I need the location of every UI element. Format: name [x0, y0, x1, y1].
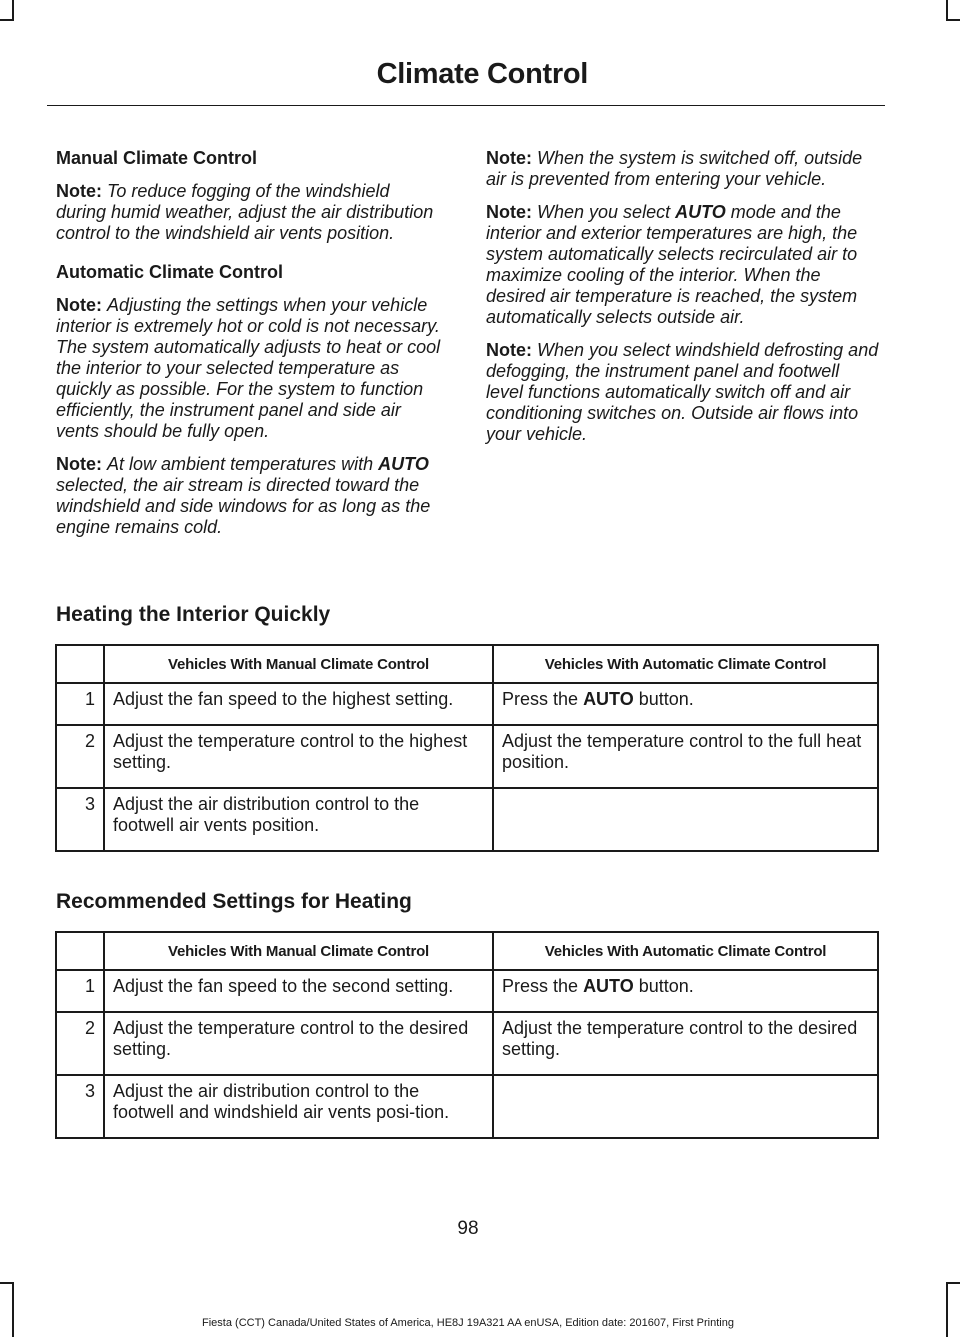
- auto-column-header: Vehicles With Automatic Climate Control: [493, 932, 878, 970]
- crop-mark: [12, 0, 14, 20]
- right-column: [486, 148, 880, 457]
- crop-mark: [0, 1282, 14, 1284]
- note-label: Note:: [486, 340, 532, 360]
- table-row: [56, 788, 878, 851]
- note-text: selected, the air stream is directed toward the windshield and side windows for as long as the engine remains cold.: [56, 475, 431, 537]
- note-text: When you select: [537, 202, 671, 222]
- step-number: 1: [56, 970, 104, 1012]
- step-number: 2: [56, 1012, 104, 1075]
- manual-note: [56, 181, 442, 244]
- table-row: [56, 725, 878, 788]
- left-column: [56, 148, 442, 550]
- step-number-header: [56, 645, 104, 683]
- auto-step: [493, 970, 878, 1012]
- step-number: 3: [56, 1075, 104, 1138]
- table-header-row: [56, 932, 878, 970]
- page-title: Climate Control: [376, 58, 588, 90]
- manual-climate-heading: Manual Climate Control: [56, 148, 258, 168]
- heating-quickly-heading: Heating the Interior Quickly: [56, 603, 331, 626]
- table-row: [56, 1075, 878, 1138]
- step-number: 1: [56, 683, 104, 725]
- note-label: Note:: [486, 202, 532, 222]
- note-text: At low ambient temperatures with: [107, 454, 374, 474]
- crop-mark: [0, 19, 14, 21]
- note-2: [486, 202, 880, 328]
- note-label: Note:: [56, 181, 102, 201]
- crop-mark: [946, 1282, 960, 1284]
- auto-keyword: AUTO: [378, 454, 429, 474]
- note-text: mode and the interior and exterior temperatures are high, the system automatically selects recirculated air to maximize cooling of the interior. When the desired air temperature is reached, the system automatically selects outside air.: [486, 202, 858, 327]
- heating-quickly-table: [55, 644, 879, 852]
- recommended-heating-heading: Recommended Settings for Heating: [56, 890, 412, 913]
- manual-step: Adjust the temperature control to the highest setting.: [104, 725, 493, 788]
- manual-step: Adjust the air distribution control to the footwell and windshield air vents posi-tion.: [104, 1075, 493, 1138]
- auto-step: [493, 683, 878, 725]
- note-1: [486, 148, 880, 190]
- table-row: [56, 1012, 878, 1075]
- step-text: Press the: [502, 976, 579, 996]
- note-3: [486, 340, 880, 445]
- crop-mark: [946, 1282, 948, 1337]
- note-text: Adjusting the settings when your vehicle interior is extremely hot or cold is not necessary. The system automatically adjusts to heat or cool the interior to your selected temperature as quickly as possible. For the system to function efficiently, the instrument panel and side air vents should be fully open.: [56, 295, 441, 441]
- manual-step: Adjust the air distribution control to the footwell air vents position.: [104, 788, 493, 851]
- step-number: 3: [56, 788, 104, 851]
- crop-mark: [946, 0, 948, 20]
- manual-step: Adjust the temperature control to the desired setting.: [104, 1012, 493, 1075]
- auto-step: Adjust the temperature control to the full heat position.: [493, 725, 878, 788]
- table-header-row: [56, 645, 878, 683]
- auto-climate-heading: Automatic Climate Control: [56, 262, 284, 282]
- auto-keyword: AUTO: [583, 976, 634, 996]
- auto-keyword: AUTO: [583, 689, 634, 709]
- auto-note-1: [56, 295, 442, 442]
- manual-column-header: Vehicles With Manual Climate Control: [104, 932, 493, 970]
- manual-step: Adjust the fan speed to the highest setting.: [104, 683, 493, 725]
- note-label: Note:: [56, 454, 102, 474]
- auto-step: [493, 788, 878, 851]
- auto-step: Adjust the temperature control to the desired setting.: [493, 1012, 878, 1075]
- recommended-heating-table: [55, 931, 879, 1139]
- step-text: button.: [638, 689, 694, 709]
- step-number-header: [56, 932, 104, 970]
- header-rule: [47, 105, 885, 106]
- auto-note-2: [56, 454, 442, 538]
- manual-step: Adjust the fan speed to the second setting.: [104, 970, 493, 1012]
- crop-mark: [946, 19, 960, 21]
- step-text: button.: [638, 976, 694, 996]
- manual-column-header: Vehicles With Manual Climate Control: [104, 645, 493, 683]
- page-number: 98: [457, 1218, 479, 1239]
- auto-keyword: AUTO: [675, 202, 726, 222]
- table-row: [56, 970, 878, 1012]
- table-row: [56, 683, 878, 725]
- footer-text: Fiesta (CCT) Canada/United States of America, HE8J 19A321 AA enUSA, Edition date: 201607, First Printing: [202, 1317, 734, 1329]
- auto-column-header: Vehicles With Automatic Climate Control: [493, 645, 878, 683]
- step-number: 2: [56, 725, 104, 788]
- auto-step: [493, 1075, 878, 1138]
- note-label: Note:: [486, 148, 532, 168]
- note-text: When you select windshield defrosting and defogging, the instrument panel and footwell level functions automatically switch off and air conditioning switches on. Outside air flows into your vehicle.: [486, 340, 879, 444]
- step-text: Press the: [502, 689, 579, 709]
- note-text: To reduce fogging of the windshield during humid weather, adjust the air distribution control to the windshield air vents position.: [56, 181, 434, 243]
- note-label: Note:: [56, 295, 102, 315]
- note-text: When the system is switched off, outside air is prevented from entering your vehicle.: [486, 148, 863, 189]
